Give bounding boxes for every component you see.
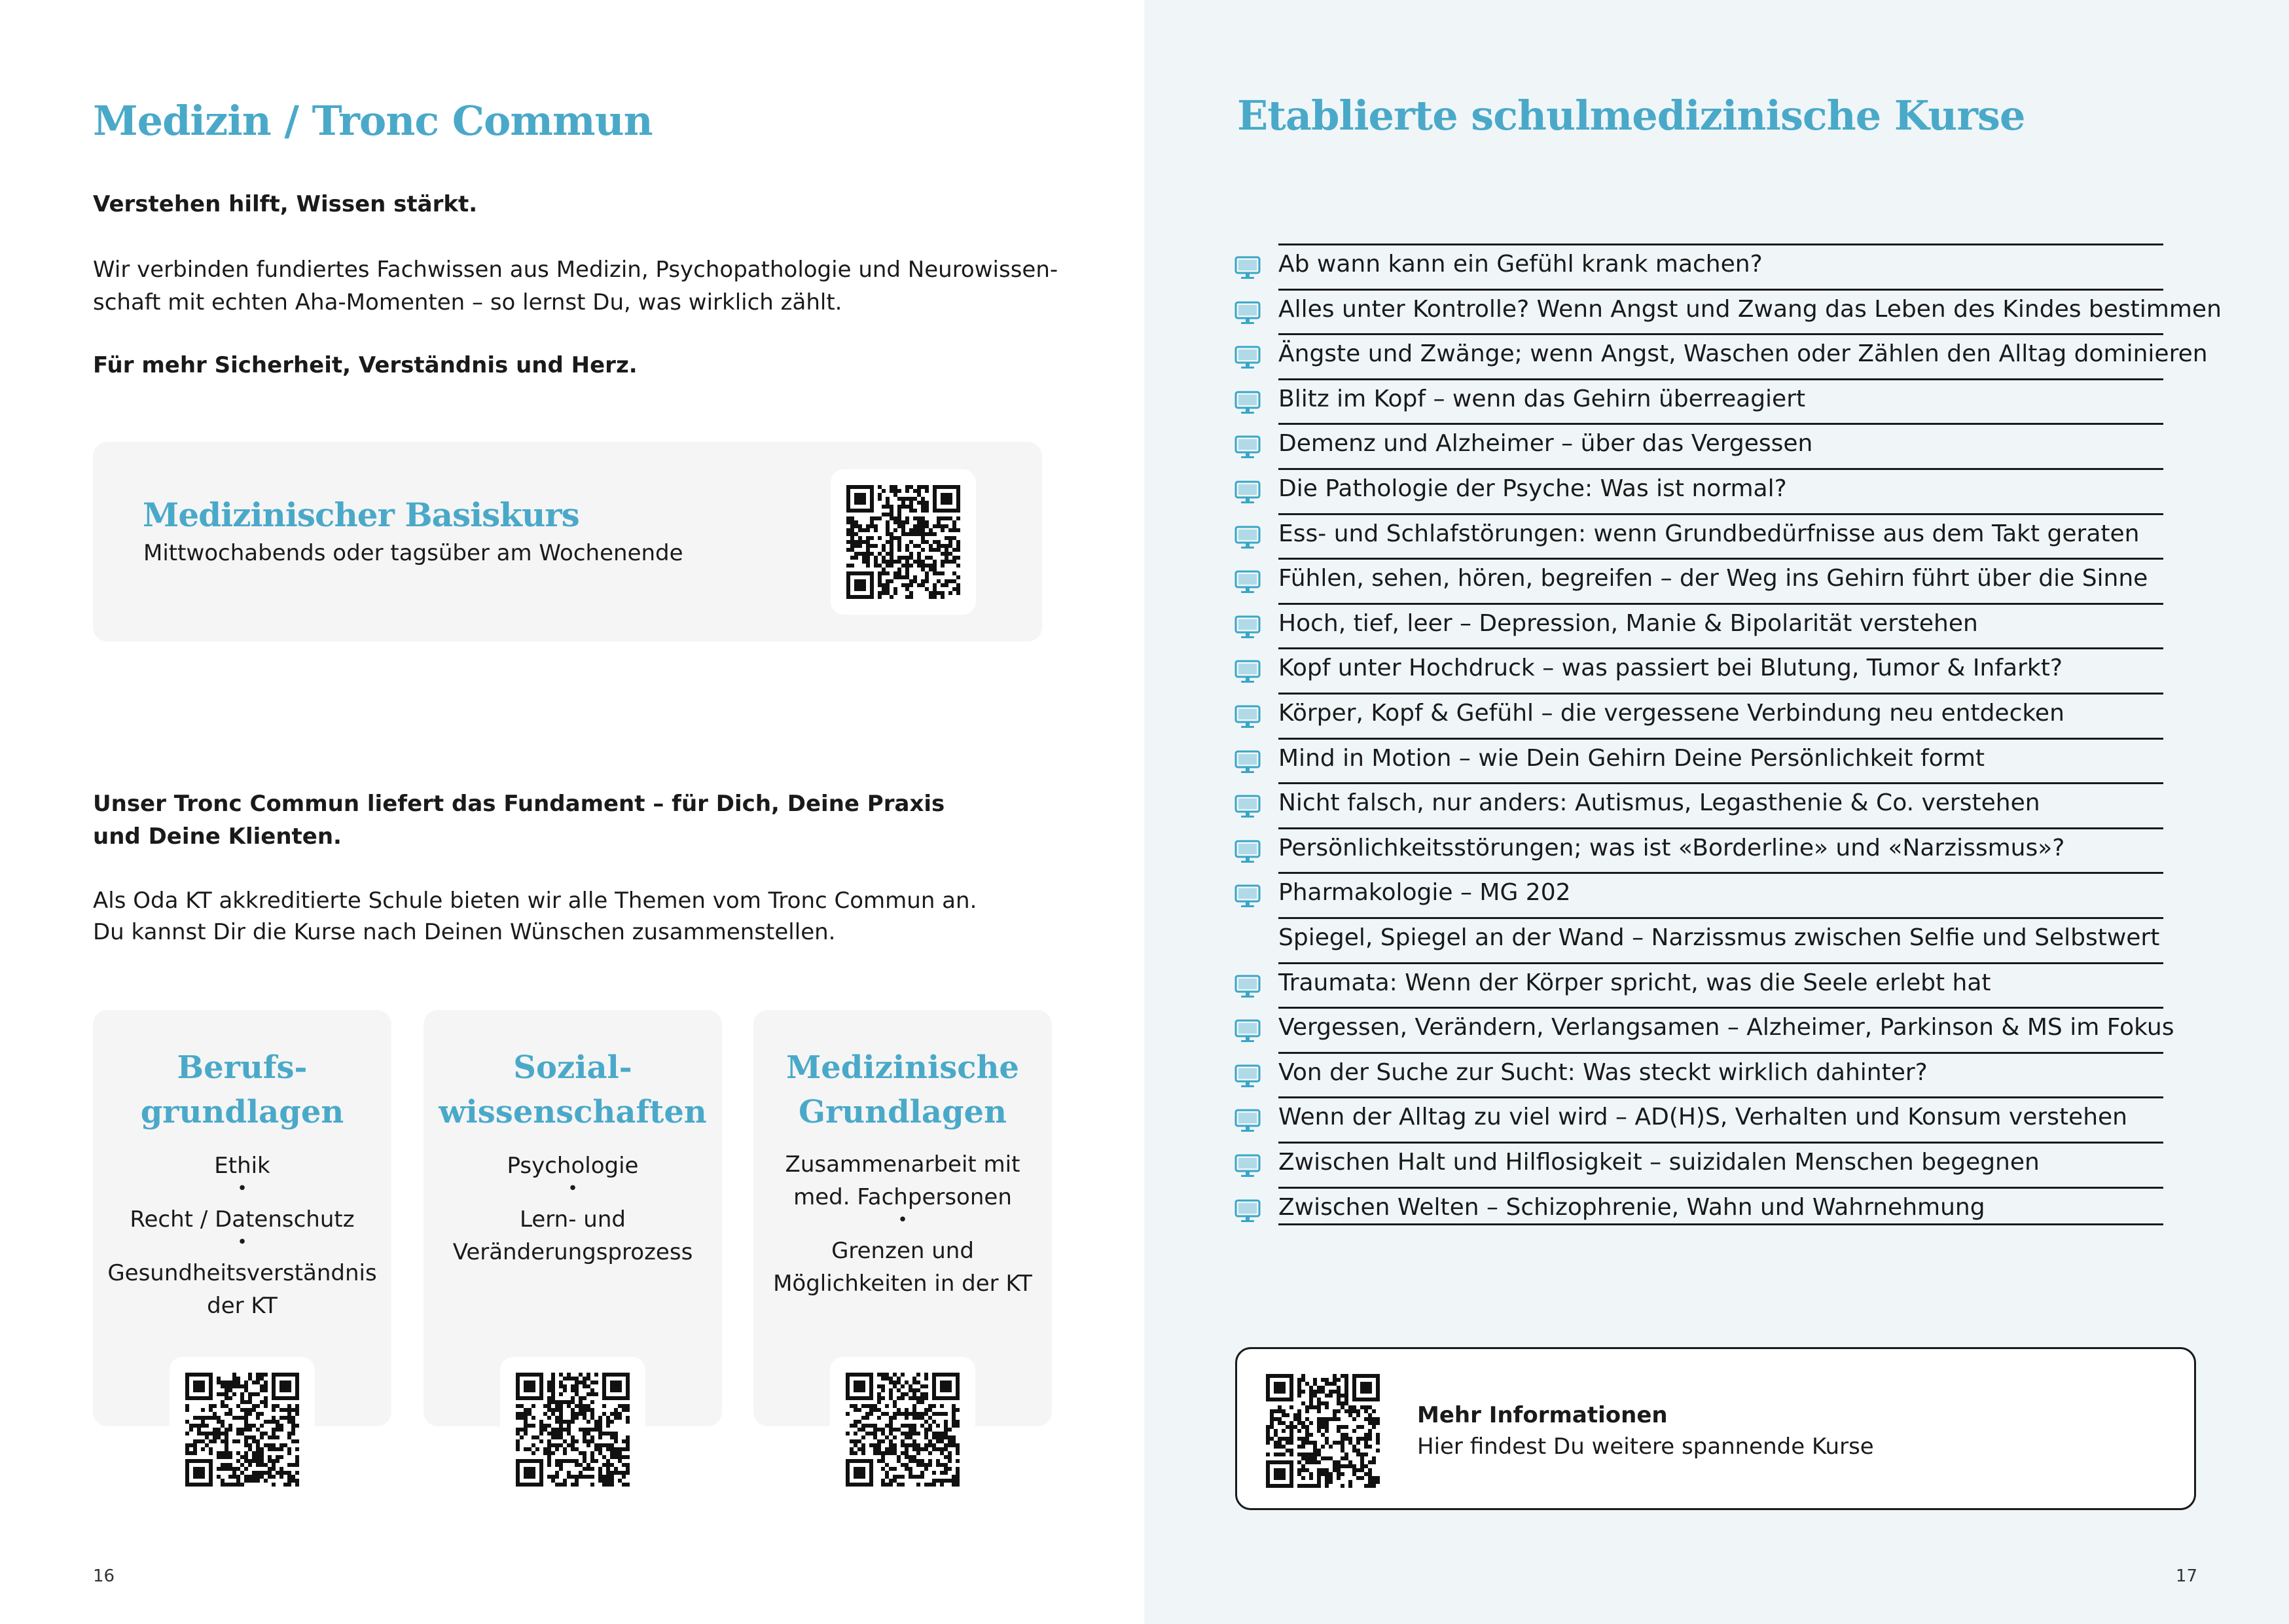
course-label: Spiegel, Spiegel an der Wand – Narzissmus zwischen Selfie und Selbstwert (1278, 924, 2160, 951)
monitor-icon (1234, 433, 1261, 461)
column-title (753, 1045, 1052, 1134)
course-list-item[interactable] (1234, 333, 2208, 378)
sozialwissenschaften-qr-code[interactable] (500, 1357, 645, 1502)
divider (1278, 244, 2163, 245)
course-list-item[interactable] (1234, 558, 2163, 602)
divider (1278, 1096, 2163, 1098)
course-list-item[interactable] (1234, 647, 2163, 692)
monitor-icon (1234, 344, 1261, 371)
more-info-title: Mehr Informationen (1417, 1402, 1668, 1428)
column-title-line-1: Medizinische (786, 1049, 1019, 1086)
page-number: 17 (2175, 1566, 2197, 1586)
column-title-line-1: Berufs- (177, 1049, 308, 1086)
divider (1278, 558, 2163, 560)
course-list-item[interactable] (1234, 468, 2163, 513)
basiskurs-title: Medizinischer Basiskurs (143, 496, 579, 534)
column-title-line-2: wissenschaften (439, 1094, 707, 1130)
divider (1278, 1052, 2163, 1054)
course-list-item[interactable] (1234, 244, 2163, 288)
column-title (93, 1045, 391, 1134)
bullet-separator: • (568, 1179, 578, 1199)
course-label: Vergessen, Verändern, Verlangsamen – Alzheimer, Parkinson & MS im Fokus (1278, 1014, 2174, 1041)
course-list-item[interactable] (1234, 962, 2163, 1007)
course-label: Persönlichkeitsstörungen; was ist «Borderline» und «Narzissmus»? (1278, 834, 2065, 861)
course-label: Ab wann kann ein Gefühl krank machen? (1278, 251, 1763, 278)
monitor-icon (1234, 478, 1261, 506)
course-label: Ess- und Schlafstörungen: wenn Grundbedürfnisse aus dem Takt geraten (1278, 520, 2140, 547)
divider (1278, 647, 2163, 649)
divider (1278, 738, 2163, 740)
right-page (1144, 0, 2289, 1624)
divider (1278, 603, 2163, 605)
monitor-icon (1234, 524, 1261, 551)
monitor-icon (1234, 1107, 1261, 1134)
column-title-line-1: Sozial- (513, 1049, 632, 1086)
divider (1278, 872, 2163, 874)
course-list-item[interactable] (1234, 289, 2222, 333)
berufsgrundlagen-qr-code[interactable] (170, 1357, 315, 1502)
column-title-line-2: Grundlagen (799, 1094, 1007, 1130)
divider (1278, 782, 2163, 784)
divider (1278, 1223, 2163, 1225)
monitor-icon (1234, 1062, 1261, 1090)
monitor-icon (1234, 254, 1261, 281)
divider (1278, 289, 2163, 291)
course-label: Wenn der Alltag zu viel wird – AD(H)S, Verhalten und Konsum verstehen (1278, 1104, 2127, 1131)
monitor-icon (1234, 1197, 1261, 1225)
course-list-item[interactable] (1234, 917, 2163, 962)
course-list-item[interactable] (1234, 782, 2163, 827)
course-label: Kopf unter Hochdruck – was passiert bei Blutung, Tumor & Infarkt? (1278, 655, 2063, 682)
course-label: Fühlen, sehen, hören, begreifen – der Weg ins Gehirn führt über die Sinne (1278, 565, 2148, 592)
course-label: Traumata: Wenn der Körper spricht, was die Seele erlebt hat (1278, 969, 1991, 996)
tronc-heading-line-1: Unser Tronc Commun liefert das Fundament – für Dich, Deine Praxis (93, 791, 945, 817)
column-item: Gesundheitsverständnis (107, 1260, 377, 1286)
monitor-icon (1234, 389, 1261, 416)
course-list-item[interactable] (1234, 872, 2163, 916)
qr-code-icon (516, 1373, 630, 1487)
course-list-item[interactable] (1234, 378, 2163, 423)
page-title: Medizin / Tronc Commun (93, 97, 653, 145)
divider (1278, 693, 2163, 695)
course-label: Körper, Kopf & Gefühl – die vergessene Verbindung neu entdecken (1278, 700, 2064, 727)
more-info-subtitle: Hier findest Du weitere spannende Kurse (1417, 1434, 1874, 1460)
monitor-icon (1234, 568, 1261, 596)
left-page (0, 0, 1144, 1624)
basiskurs-qr-code[interactable] (831, 469, 976, 615)
intro-heading: Verstehen hilft, Wissen stärkt. (93, 191, 478, 217)
course-label: Nicht falsch, nur anders: Autismus, Legasthenie & Co. verstehen (1278, 789, 2040, 817)
column-item: Psychologie (507, 1153, 639, 1179)
qr-code-icon (846, 485, 960, 599)
column-title (424, 1045, 722, 1134)
basiskurs-card[interactable] (93, 442, 1042, 641)
course-label: Demenz und Alzheimer – über das Vergessen (1278, 430, 1813, 458)
column-item: Veränderungsprozess (452, 1239, 693, 1265)
monitor-icon (1234, 299, 1261, 327)
qr-code-icon (846, 1373, 960, 1487)
divider (1278, 1187, 2163, 1189)
course-list-item[interactable] (1234, 738, 2163, 782)
column-title-line-2: grundlagen (140, 1094, 344, 1130)
course-list-item[interactable] (1234, 1052, 2163, 1096)
medizinische-grundlagen-qr-code[interactable] (830, 1357, 975, 1502)
divider (1278, 962, 2163, 964)
intro-text-line-2: schaft mit echten Aha-Momenten – so lernst Du, was wirklich zählt. (93, 289, 842, 316)
divider (1278, 423, 2163, 425)
tronc-heading-line-2: und Deine Klienten. (93, 823, 342, 850)
medizinische-grundlagen-card[interactable] (753, 1010, 1052, 1426)
course-list-item[interactable] (1234, 1007, 2174, 1051)
column-item: med. Fachpersonen (793, 1184, 1012, 1210)
berufsgrundlagen-card[interactable] (93, 1010, 391, 1426)
column-item: Grenzen und (831, 1238, 974, 1264)
divider (1278, 917, 2163, 919)
course-label: Pharmakologie – MG 202 (1278, 879, 1571, 907)
monitor-icon (1234, 703, 1261, 731)
column-item: Ethik (214, 1153, 270, 1179)
course-list-item[interactable] (1234, 513, 2163, 558)
more-info-box[interactable] (1235, 1347, 2196, 1510)
qr-code-icon (1266, 1374, 1380, 1488)
tronc-text-line-1: Als Oda KT akkreditierte Schule bieten wir alle Themen vom Tronc Commun an. (93, 888, 977, 914)
course-label: Mind in Motion – wie Dein Gehirn Deine Persönlichkeit formt (1278, 744, 1985, 772)
monitor-icon (1234, 1152, 1261, 1180)
bullet-separator: • (237, 1179, 247, 1199)
divider (1278, 827, 2163, 829)
course-list-item[interactable] (1234, 827, 2163, 872)
course-list-item[interactable] (1234, 1142, 2163, 1186)
monitor-icon (1234, 882, 1261, 910)
monitor-icon (1234, 658, 1261, 685)
course-label: Zwischen Welten – Schizophrenie, Wahn und Wahrnehmung (1278, 1193, 1985, 1221)
course-label: Die Pathologie der Psyche: Was ist normal? (1278, 475, 1787, 502)
course-label: Alles unter Kontrolle? Wenn Angst und Zwang das Leben des Kindes bestimmen (1278, 295, 2222, 323)
monitor-icon (1234, 793, 1261, 820)
course-list-item[interactable] (1234, 423, 2163, 467)
page-title: Etablierte schulmedizinische Kurse (1237, 92, 2025, 139)
column-item: Möglichkeiten in der KT (773, 1271, 1032, 1297)
basiskurs-subtitle: Mittwochabends oder tagsüber am Wochenende (143, 540, 683, 566)
sozialwissenschaften-card[interactable] (424, 1010, 722, 1426)
column-item: Zusammenarbeit mit (785, 1151, 1020, 1178)
bullet-separator: • (237, 1233, 247, 1252)
course-label: Hoch, tief, leer – Depression, Manie & Bipolarität verstehen (1278, 609, 1978, 637)
course-label: Ängste und Zwänge; wenn Angst, Waschen oder Zählen den Alltag dominieren (1278, 340, 2208, 368)
divider (1278, 333, 2163, 335)
divider (1278, 378, 2163, 380)
divider (1278, 468, 2163, 470)
course-list-item[interactable] (1234, 603, 2163, 647)
qr-code-icon (185, 1373, 299, 1487)
course-label: Blitz im Kopf – wenn das Gehirn überreagiert (1278, 385, 1806, 412)
page-number: 16 (93, 1566, 115, 1586)
divider (1278, 513, 2163, 515)
column-item: der KT (207, 1293, 278, 1319)
course-list-item[interactable] (1234, 693, 2163, 737)
monitor-icon (1234, 613, 1261, 641)
tronc-text-line-2: Du kannst Dir die Kurse nach Deinen Wünschen zusammenstellen. (93, 919, 836, 945)
course-label: Von der Suche zur Sucht: Was steckt wirklich dahinter? (1278, 1058, 1928, 1086)
monitor-icon (1234, 748, 1261, 776)
course-label: Zwischen Halt und Hilflosigkeit – suizidalen Menschen begegnen (1278, 1149, 2040, 1176)
divider (1278, 1142, 2163, 1144)
intro-tagline: Für mehr Sicherheit, Verständnis und Herz. (93, 352, 638, 378)
more-info-qr-code[interactable] (1250, 1358, 1396, 1504)
bullet-separator: • (897, 1210, 908, 1230)
column-item: Recht / Datenschutz (130, 1206, 355, 1233)
monitor-icon (1234, 838, 1261, 865)
intro-text-line-1: Wir verbinden fundiertes Fachwissen aus Medizin, Psychopathologie und Neurowissen- (93, 257, 1058, 283)
monitor-icon (1234, 1017, 1261, 1045)
course-list-item[interactable] (1234, 1096, 2163, 1141)
column-item: Lern- und (520, 1206, 626, 1233)
monitor-icon (1234, 973, 1261, 1000)
divider (1278, 1007, 2163, 1009)
